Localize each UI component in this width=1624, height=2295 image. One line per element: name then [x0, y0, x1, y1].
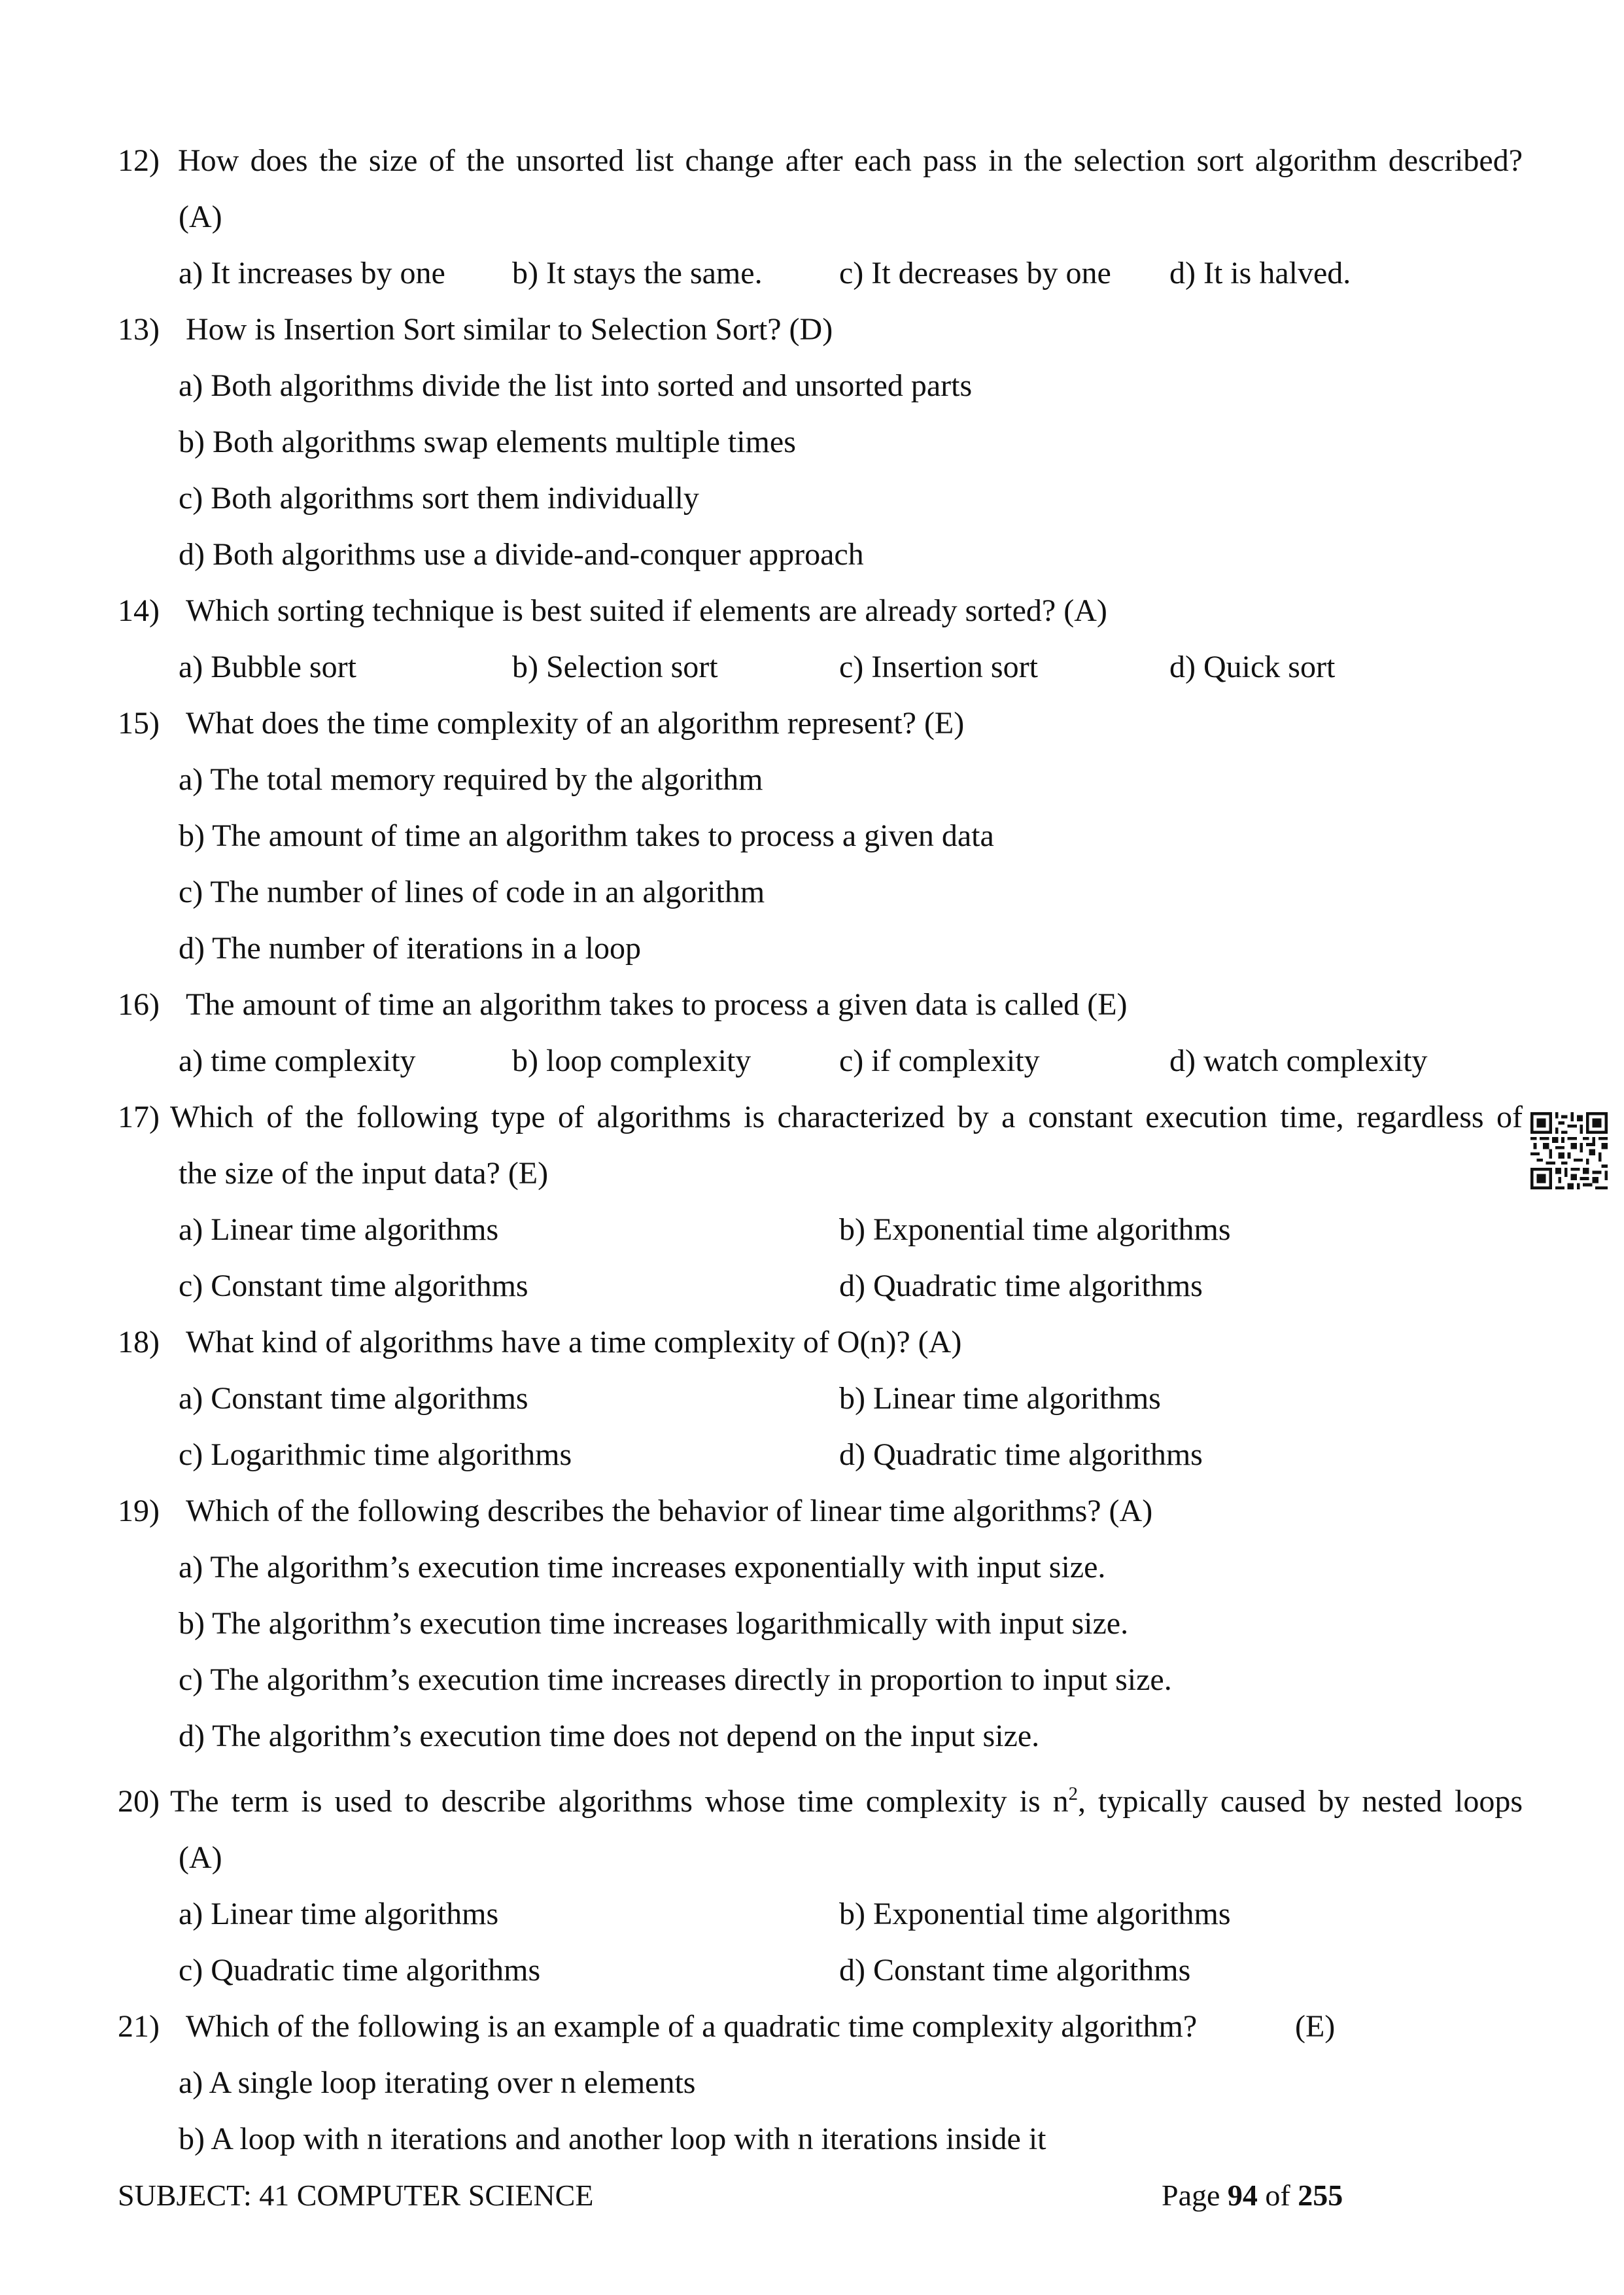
- question-text: Which sorting technique is best suited if elements are already sorted? (A): [185, 593, 1107, 628]
- options-row: [179, 1952, 1552, 1989]
- options-row: [179, 1437, 1552, 1473]
- option-b: b) It stays the same.: [512, 256, 763, 290]
- answer-key: (A): [179, 200, 222, 234]
- question-text: What does the time complexity of an algorithm represent? (E): [185, 706, 965, 741]
- question-text: Which of the following type of algorithms is characterized by a constant execution time, regardless of: [169, 1100, 1523, 1134]
- option-d: d) The number of iterations in a loop: [179, 931, 641, 966]
- question-text: How does the size of the unsorted list change after each pass in the selection sort algorithm described?: [177, 143, 1523, 178]
- question-text-part2: , typically caused by nested loops: [1078, 1784, 1523, 1819]
- option-a: a) Both algorithms divide the list into sorted and unsorted parts: [179, 368, 973, 403]
- footer-subject: SUBJECT: 41 COMPUTER SCIENCE: [118, 2179, 594, 2212]
- question-text: Which of the following describes the behavior of linear time algorithms? (A): [185, 1494, 1153, 1528]
- question-number: 20): [118, 1784, 160, 1819]
- option-b: b) Both algorithms swap elements multiple times: [179, 425, 796, 459]
- option-a: a) Linear time algorithms: [179, 1212, 499, 1247]
- question-text: The amount of time an algorithm takes to process a given data is called (E): [185, 987, 1128, 1022]
- question-21: [118, 2008, 1491, 2045]
- page-total: 255: [1298, 2179, 1343, 2212]
- option-d: d) Quick sort: [1169, 650, 1336, 684]
- option-c: c) Both algorithms sort them individually: [179, 481, 699, 516]
- question-text-continued: the size of the input data? (E): [179, 1156, 549, 1191]
- answer-key: (E): [1295, 2009, 1336, 2044]
- options-row: [179, 255, 1552, 292]
- option-b: b) Selection sort: [512, 650, 718, 684]
- question-20: [118, 1783, 1523, 1820]
- option-c: c) It decreases by one: [839, 256, 1111, 290]
- option-b: b) The amount of time an algorithm takes to process a given data: [179, 818, 994, 853]
- option-a: a) Bubble sort: [179, 650, 356, 684]
- option-b: b) Linear time algorithms: [839, 1381, 1161, 1416]
- question-14: [118, 593, 1107, 629]
- question-number: 14): [118, 593, 160, 628]
- question-16: [118, 987, 1128, 1023]
- question-text: How is Insertion Sort similar to Selection Sort? (D): [185, 312, 833, 347]
- option-a: a) The algorithm’s execution time increases exponentially with input size.: [179, 1550, 1106, 1585]
- option-c: c) Insertion sort: [839, 650, 1038, 684]
- options-row: [179, 1380, 1552, 1417]
- options-row: [179, 1896, 1552, 1933]
- question-number: 15): [118, 706, 160, 741]
- question-text-part1: The term is used to describe algorithms whose time complexity is n: [169, 1784, 1069, 1819]
- option-a: a) A single loop iterating over n elements: [179, 2065, 696, 2100]
- option-c: c) Quadratic time algorithms: [179, 1953, 541, 1988]
- option-d: d) It is halved.: [1169, 256, 1351, 290]
- question-13: [118, 311, 833, 348]
- option-d: d) watch complexity: [1169, 1043, 1428, 1078]
- option-d: d) Both algorithms use a divide-and-conquer approach: [179, 537, 864, 572]
- page-prefix: Page: [1162, 2179, 1228, 2212]
- question-number: 19): [118, 1494, 160, 1528]
- option-a: a) Linear time algorithms: [179, 1897, 499, 1931]
- options-row: [179, 1043, 1552, 1079]
- question-17: [118, 1099, 1523, 1136]
- question-number: 16): [118, 987, 160, 1022]
- question-number: 18): [118, 1325, 160, 1359]
- question-18: [118, 1324, 961, 1361]
- option-c: c) The algorithm’s execution time increases directly in proportion to input size.: [179, 1662, 1172, 1697]
- footer-page-number: [1162, 2177, 1343, 2214]
- option-d: d) Constant time algorithms: [839, 1953, 1191, 1988]
- option-a: a) The total memory required by the algorithm: [179, 762, 763, 797]
- question-number: 12): [118, 143, 160, 178]
- question-number: 17): [118, 1100, 160, 1134]
- option-a: a) Constant time algorithms: [179, 1381, 528, 1416]
- question-number: 13): [118, 312, 160, 347]
- question-12: [118, 143, 1523, 179]
- option-c: c) The number of lines of code in an algorithm: [179, 875, 765, 909]
- option-b: b) A loop with n iterations and another loop with n iterations inside it: [179, 2122, 1046, 2156]
- option-c: c) Logarithmic time algorithms: [179, 1437, 572, 1472]
- options-row: [179, 649, 1552, 686]
- option-d: d) Quadratic time algorithms: [839, 1437, 1203, 1472]
- question-text: [170, 1783, 1523, 1820]
- page-of: of: [1257, 2179, 1298, 2212]
- question-text: What kind of algorithms have a time complexity of O(n)? (A): [185, 1325, 962, 1359]
- options-row: [179, 1212, 1552, 1248]
- option-c: c) if complexity: [839, 1043, 1040, 1078]
- option-b: b) Exponential time algorithms: [839, 1897, 1231, 1931]
- options-row: [179, 1268, 1552, 1305]
- question-text: Which of the following is an example of a quadratic time complexity algorithm?: [185, 2009, 1198, 2044]
- qr-code-icon: [1530, 1112, 1608, 1189]
- question-15: [118, 705, 964, 742]
- page-current: 94: [1227, 2179, 1258, 2212]
- superscript: 2: [1068, 1783, 1079, 1804]
- option-a: a) time complexity: [179, 1043, 416, 1078]
- option-c: c) Constant time algorithms: [179, 1269, 528, 1303]
- answer-key: (A): [179, 1840, 222, 1875]
- option-b: b) Exponential time algorithms: [839, 1212, 1231, 1247]
- option-d: d) Quadratic time algorithms: [839, 1269, 1203, 1303]
- option-d: d) The algorithm’s execution time does not depend on the input size.: [179, 1719, 1040, 1753]
- option-a: a) It increases by one: [179, 256, 445, 290]
- option-b: b) The algorithm’s execution time increases logarithmically with input size.: [179, 1606, 1129, 1641]
- question-number: 21): [118, 2009, 160, 2044]
- question-19: [118, 1493, 1152, 1530]
- option-b: b) loop complexity: [512, 1043, 752, 1078]
